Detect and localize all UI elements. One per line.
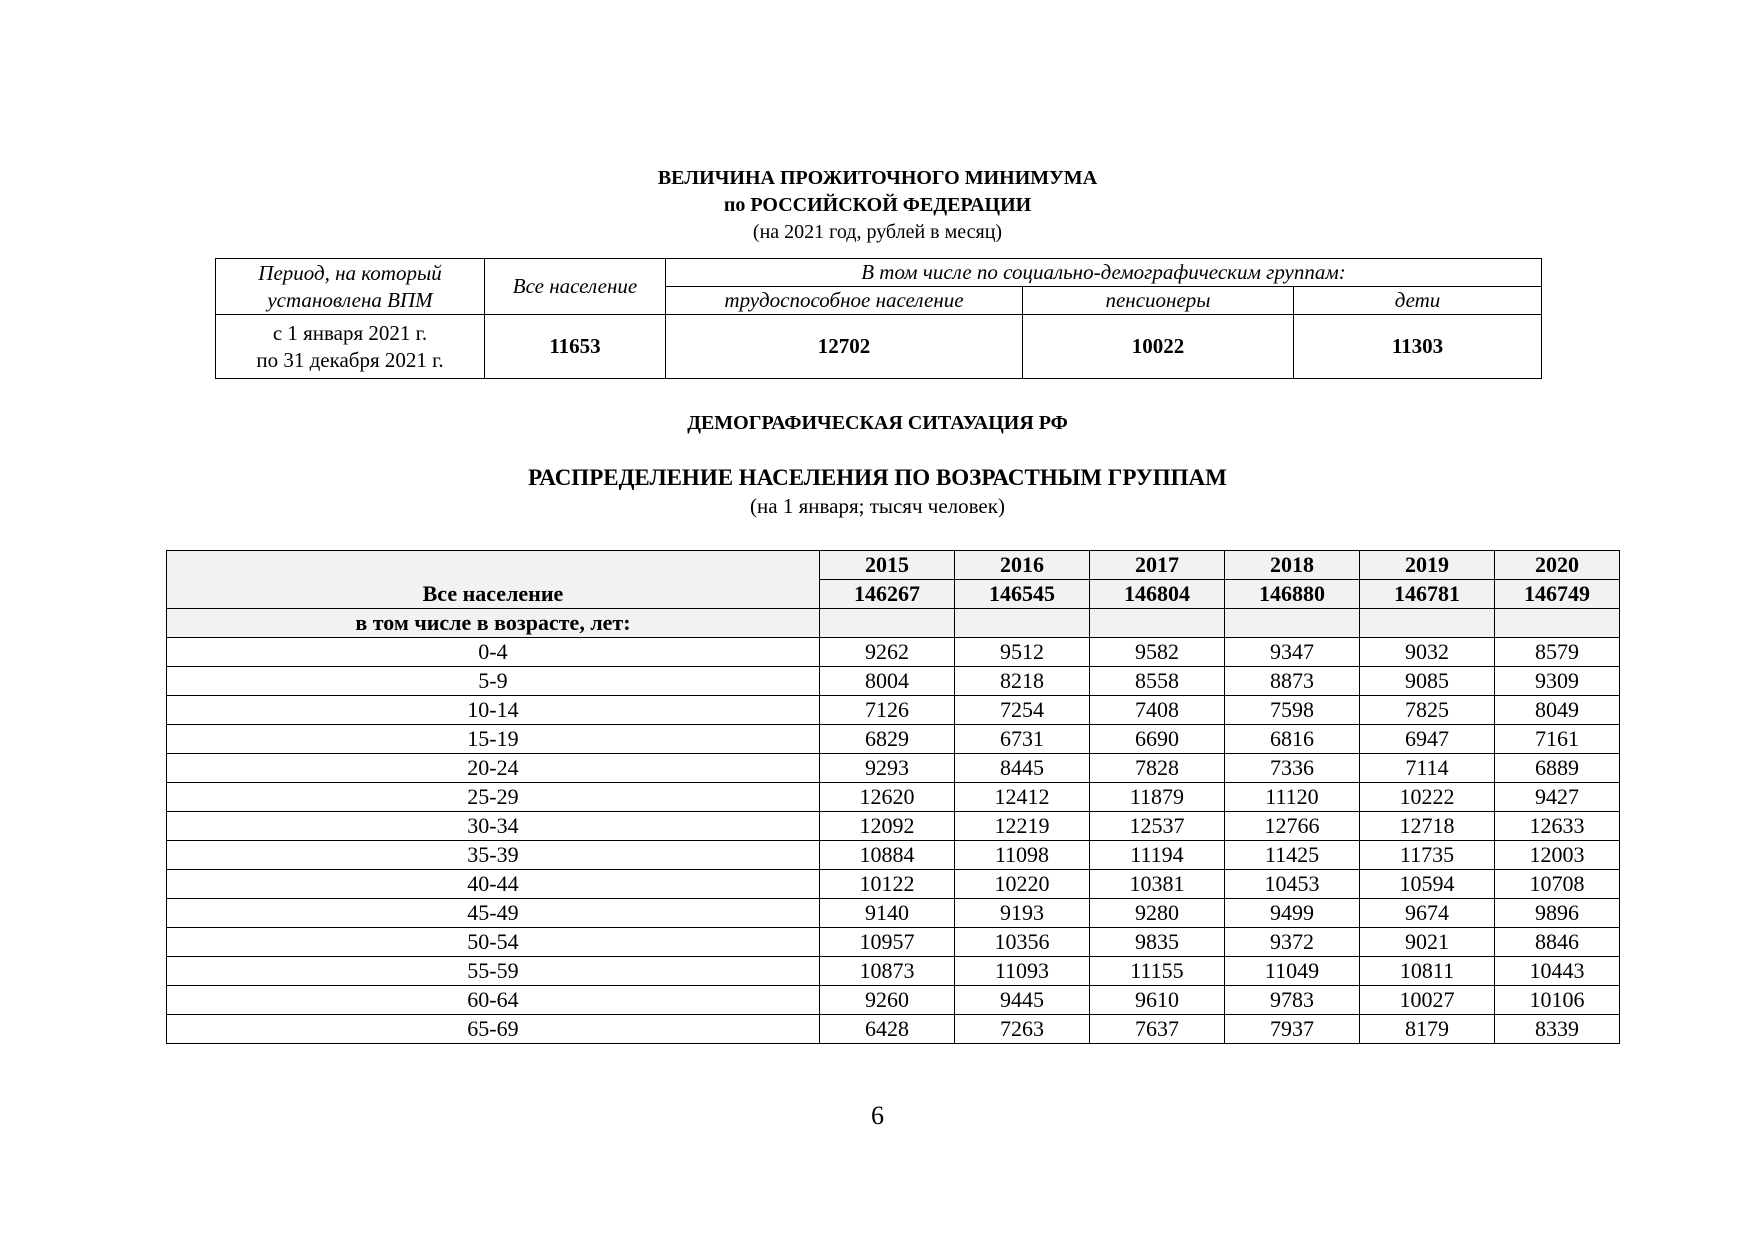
- population-value: 9032: [1360, 638, 1495, 667]
- population-value: 9499: [1224, 899, 1359, 928]
- vpm-header-period: Период, на который установлена ВПМ: [216, 259, 485, 315]
- population-value: 8218: [954, 667, 1089, 696]
- population-value: 9835: [1089, 928, 1224, 957]
- population-year-header-row: [167, 551, 1620, 580]
- population-value: 12092: [819, 812, 954, 841]
- table-row: [167, 667, 1620, 696]
- population-value: 10381: [1089, 870, 1224, 899]
- total-value-2018: 146880: [1224, 580, 1359, 609]
- vpm-data-row: [216, 315, 1542, 379]
- table-row: [167, 638, 1620, 667]
- population-value: 9021: [1360, 928, 1495, 957]
- population-value: 10811: [1360, 957, 1495, 986]
- page-number: 6: [871, 1101, 884, 1130]
- population-value: 7263: [954, 1015, 1089, 1044]
- empty-cell: [1495, 609, 1620, 638]
- population-value: 10356: [954, 928, 1089, 957]
- population-value: 10443: [1495, 957, 1620, 986]
- age-group-label: 5-9: [167, 667, 820, 696]
- population-value: 9140: [819, 899, 954, 928]
- age-group-label: 30-34: [167, 812, 820, 841]
- population-value: 11879: [1089, 783, 1224, 812]
- population-value: 8179: [1360, 1015, 1495, 1044]
- empty-cell: [1360, 609, 1495, 638]
- total-value-2020: 146749: [1495, 580, 1620, 609]
- age-group-label: 10-14: [167, 696, 820, 725]
- population-value: 8846: [1495, 928, 1620, 957]
- population-value: 9512: [954, 638, 1089, 667]
- population-value: 12633: [1495, 812, 1620, 841]
- vpm-title-line1: ВЕЛИЧИНА ПРОЖИТОЧНОГО МИНИМУМА: [657, 167, 1098, 189]
- population-value: 11098: [954, 841, 1089, 870]
- population-value: 6889: [1495, 754, 1620, 783]
- age-group-label: 55-59: [167, 957, 820, 986]
- vpm-period-line2: по 31 декабря 2021 г.: [256, 347, 444, 372]
- population-value: 11735: [1360, 841, 1495, 870]
- age-group-label: 50-54: [167, 928, 820, 957]
- vpm-title-block: [0, 165, 1755, 246]
- population-value: 8339: [1495, 1015, 1620, 1044]
- population-value: 10957: [819, 928, 954, 957]
- vpm-header-groups: В том числе по социально-демографическим группам:: [666, 259, 1542, 287]
- population-value: 9293: [819, 754, 954, 783]
- vpm-period-cell: [216, 315, 485, 379]
- table-row: [167, 754, 1620, 783]
- population-value: 7126: [819, 696, 954, 725]
- table-row: [167, 841, 1620, 870]
- population-value: 10594: [1360, 870, 1495, 899]
- vpm-value-working: 12702: [666, 315, 1023, 379]
- year-header-2016: 2016: [954, 551, 1089, 580]
- vpm-header-all: Все население: [485, 259, 666, 315]
- population-value: 8049: [1495, 696, 1620, 725]
- age-group-label: 20-24: [167, 754, 820, 783]
- population-value: 9309: [1495, 667, 1620, 696]
- population-value: 11155: [1089, 957, 1224, 986]
- population-value: 9347: [1224, 638, 1359, 667]
- population-value: 9260: [819, 986, 954, 1015]
- population-value: 11093: [954, 957, 1089, 986]
- population-value: 12412: [954, 783, 1089, 812]
- table-row: [167, 1015, 1620, 1044]
- vpm-value-children: 11303: [1294, 315, 1542, 379]
- population-value: 7336: [1224, 754, 1359, 783]
- population-value: 10873: [819, 957, 954, 986]
- population-value: 6690: [1089, 725, 1224, 754]
- empty-cell: [1089, 609, 1224, 638]
- population-value: 9280: [1089, 899, 1224, 928]
- population-value: 9085: [1360, 667, 1495, 696]
- demography-table-subtitle: (на 1 января; тысяч человек): [750, 494, 1005, 518]
- table-row: [167, 957, 1620, 986]
- empty-cell: [1224, 609, 1359, 638]
- demography-table-title: РАСПРЕДЕЛЕНИЕ НАСЕЛЕНИЯ ПО ВОЗРАСТНЫМ ГРУППАМ: [528, 465, 1227, 490]
- population-value: 12219: [954, 812, 1089, 841]
- population-value: 10708: [1495, 870, 1620, 899]
- population-value: 6829: [819, 725, 954, 754]
- vpm-header-row-1: [216, 259, 1542, 287]
- age-group-label: 40-44: [167, 870, 820, 899]
- population-value: 9783: [1224, 986, 1359, 1015]
- demography-section-title: ДЕМОГРАФИЧЕСКАЯ СИТАУАЦИЯ РФ: [687, 412, 1068, 434]
- population-value: 9427: [1495, 783, 1620, 812]
- population-value: 12537: [1089, 812, 1224, 841]
- demography-title-block: [0, 463, 1755, 521]
- population-value: 6428: [819, 1015, 954, 1044]
- population-value: 8445: [954, 754, 1089, 783]
- population-value: 7408: [1089, 696, 1224, 725]
- population-value: 12766: [1224, 812, 1359, 841]
- year-header-2015: 2015: [819, 551, 954, 580]
- age-group-label: 60-64: [167, 986, 820, 1015]
- year-header-2019: 2019: [1360, 551, 1495, 580]
- table-row: [167, 812, 1620, 841]
- population-value: 9582: [1089, 638, 1224, 667]
- population-value: 7637: [1089, 1015, 1224, 1044]
- population-value: 8873: [1224, 667, 1359, 696]
- table-row: [167, 986, 1620, 1015]
- vpm-header-children: дети: [1294, 287, 1542, 315]
- age-group-label: 0-4: [167, 638, 820, 667]
- population-value: 7254: [954, 696, 1089, 725]
- age-group-label: 35-39: [167, 841, 820, 870]
- population-subheader: в том числе в возрасте, лет:: [167, 609, 820, 638]
- population-value: 8004: [819, 667, 954, 696]
- vpm-value-pensioners: 10022: [1023, 315, 1294, 379]
- vpm-table: [215, 258, 1542, 379]
- age-group-label: 15-19: [167, 725, 820, 754]
- table-row: [167, 899, 1620, 928]
- population-value: 10884: [819, 841, 954, 870]
- population-value: 11120: [1224, 783, 1359, 812]
- year-header-2017: 2017: [1089, 551, 1224, 580]
- population-total-label: Все население: [167, 551, 820, 609]
- population-table: [166, 550, 1620, 1044]
- table-row: [167, 928, 1620, 957]
- age-group-label: 65-69: [167, 1015, 820, 1044]
- vpm-subtitle: (на 2021 год, рублей в месяц): [752, 221, 1003, 243]
- table-row: [167, 783, 1620, 812]
- population-value: 7161: [1495, 725, 1620, 754]
- population-value: 10122: [819, 870, 954, 899]
- population-value: 6731: [954, 725, 1089, 754]
- table-row: [167, 696, 1620, 725]
- population-value: 12003: [1495, 841, 1620, 870]
- year-header-2020: 2020: [1495, 551, 1620, 580]
- population-value: 6947: [1360, 725, 1495, 754]
- population-value: 7828: [1089, 754, 1224, 783]
- age-group-label: 45-49: [167, 899, 820, 928]
- population-value: 7937: [1224, 1015, 1359, 1044]
- vpm-value-all: 11653: [485, 315, 666, 379]
- vpm-header-working: трудоспособное население: [666, 287, 1023, 315]
- population-value: 9193: [954, 899, 1089, 928]
- population-value: 10106: [1495, 986, 1620, 1015]
- population-value: 11425: [1224, 841, 1359, 870]
- population-value: 12718: [1360, 812, 1495, 841]
- population-value: 11049: [1224, 957, 1359, 986]
- population-value: 10453: [1224, 870, 1359, 899]
- total-value-2016: 146545: [954, 580, 1089, 609]
- population-value: 7825: [1360, 696, 1495, 725]
- population-value: 9445: [954, 986, 1089, 1015]
- vpm-title-line2: по РОССИЙСКОЙ ФЕДЕРАЦИИ: [723, 194, 1032, 216]
- population-subheader-row: [167, 609, 1620, 638]
- population-value: 10027: [1360, 986, 1495, 1015]
- population-value: 9610: [1089, 986, 1224, 1015]
- population-value: 7598: [1224, 696, 1359, 725]
- total-value-2019: 146781: [1360, 580, 1495, 609]
- year-header-2018: 2018: [1224, 551, 1359, 580]
- table-row: [167, 870, 1620, 899]
- table-row: [167, 725, 1620, 754]
- population-value: 7114: [1360, 754, 1495, 783]
- population-value: 9674: [1360, 899, 1495, 928]
- population-value: 6816: [1224, 725, 1359, 754]
- vpm-header-pensioners: пенсионеры: [1023, 287, 1294, 315]
- population-value: 8558: [1089, 667, 1224, 696]
- population-value: 9372: [1224, 928, 1359, 957]
- empty-cell: [819, 609, 954, 638]
- population-value: 9896: [1495, 899, 1620, 928]
- empty-cell: [954, 609, 1089, 638]
- age-group-label: 25-29: [167, 783, 820, 812]
- population-value: 12620: [819, 783, 954, 812]
- total-value-2015: 146267: [819, 580, 954, 609]
- population-value: 9262: [819, 638, 954, 667]
- population-value: 11194: [1089, 841, 1224, 870]
- total-value-2017: 146804: [1089, 580, 1224, 609]
- population-value: 10220: [954, 870, 1089, 899]
- population-value: 10222: [1360, 783, 1495, 812]
- vpm-period-line1: с 1 января 2021 г.: [272, 320, 428, 345]
- population-value: 8579: [1495, 638, 1620, 667]
